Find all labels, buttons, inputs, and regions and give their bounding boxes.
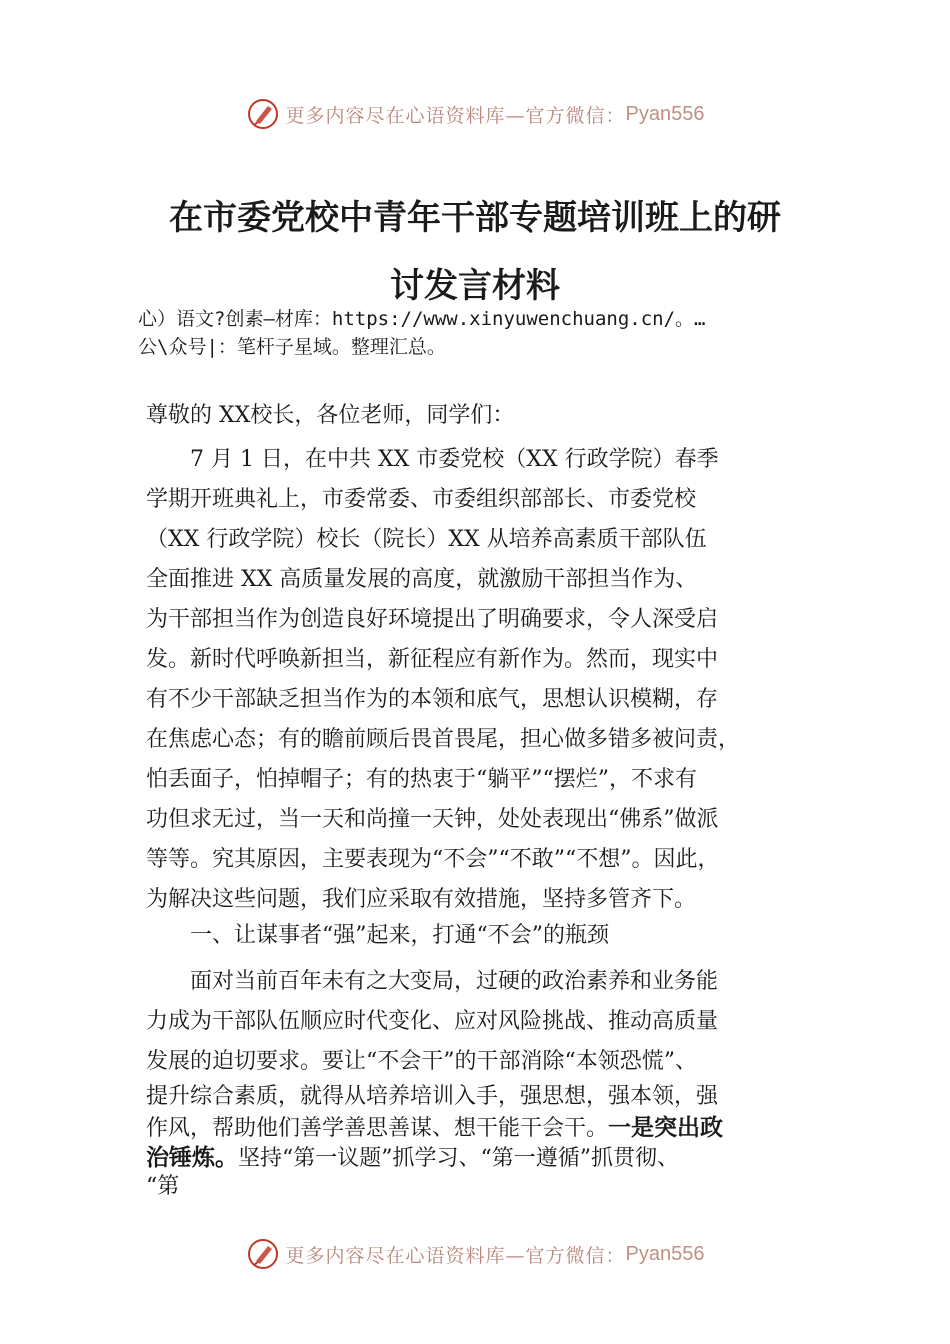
paragraph-line xyxy=(146,1142,806,1172)
section-heading-text: 一、让谋事者“强”起来，打通“不会”的瓶颈 xyxy=(190,923,609,948)
banner-text: 更多内容尽在心语资料库—官方微信： xyxy=(285,1244,626,1267)
paragraph-line: 等等。究其原因，主要表现为“不会”“不敢”“不想”。因此， xyxy=(146,847,720,872)
footer-watermark-banner xyxy=(0,1234,950,1274)
paragraph-line: “第 xyxy=(146,1174,180,1199)
emphasis-text: 治锤炼。 xyxy=(146,1144,238,1170)
paragraph-line: 在焦虑心态；有的瞻前顾后畏首畏尾，担心做多错多被问责， xyxy=(146,727,741,752)
paragraph-line: 全面推进 XX 高质量发展的高度，就激励干部担当作为、 xyxy=(146,567,698,592)
salutation-text: 尊敬的 XX校长，各位老师，同学们： xyxy=(146,403,515,428)
paragraph-line: 有不少干部缺乏担当作为的本领和底气，思想认识模糊，存 xyxy=(146,687,719,712)
paragraph-line: 怕丢面子，怕掉帽子；有的热衷于“躺平”“摆烂”，不求有 xyxy=(146,767,697,792)
paragraph-line: 提升综合素质，就得从培养培训入手，强思想，强本领，强 xyxy=(146,1084,719,1109)
header-watermark-banner xyxy=(0,94,950,134)
emphasis-text: 一是突出政 xyxy=(608,1114,724,1140)
paragraph-line: 面对当前百年未有之大变局，过硬的政治素养和业务能 xyxy=(190,969,719,994)
paragraph-1 xyxy=(146,440,806,920)
paragraph-line: 发展的迫切要求。要让“不会干”的干部消除“本领恐慌”、 xyxy=(146,1049,697,1074)
paragraph-2 xyxy=(146,962,806,1202)
paragraph-line: 为干部担当作为创造良好环境提出了明确要求，令人深受启 xyxy=(146,607,719,632)
paragraph-line: 7 月 1 日，在中共 XX 市委党校（XX 行政学院）春季 xyxy=(190,447,719,472)
paragraph-line: 力成为干部队伍顺应时代变化、应对风险挑战、推动高质量 xyxy=(146,1009,719,1034)
paragraph-line: （XX 行政学院）校长（院长）XX 从培养高素质干部队伍 xyxy=(146,527,707,552)
paragraph-line: 为解决这些问题，我们应采取有效措施，坚持多管齐下。 xyxy=(146,887,697,912)
section-heading-1 xyxy=(146,916,806,956)
pen-logo-icon xyxy=(246,97,280,131)
document-title-line-1: 在市委党校中青年干部专题培训班上的研 xyxy=(169,198,781,238)
paragraph-text: 坚持“第一议题”抓学习、“第一遵循”抓贯彻、 xyxy=(238,1146,679,1171)
source-note-line-1: 心）语文?创素—材库：https://www.xinyuwenchuang.cn/。… xyxy=(138,308,706,330)
paragraph-line: 学期开班典礼上，市委常委、市委组织部部长、市委党校 xyxy=(146,487,697,512)
paragraph-line: 功但求无过，当一天和尚撞一天钟，处处表现出“佛系”做派 xyxy=(146,807,719,832)
banner-wechat-id: Pyan556 xyxy=(625,1242,705,1265)
banner-text: 更多内容尽在心语资料库—官方微信： xyxy=(285,104,626,127)
salutation xyxy=(146,396,806,436)
banner-wechat-id: Pyan556 xyxy=(625,102,705,125)
source-note-line-2: 公\众号|：笔杆子星域。整理汇总。 xyxy=(138,336,446,358)
pen-logo-icon xyxy=(246,1237,280,1271)
paragraph-line xyxy=(146,1112,806,1142)
paragraph-line: 发。新时代呼唤新担当，新征程应有新作为。然而，现实中 xyxy=(146,647,719,672)
document-title-line-2: 讨发言材料 xyxy=(390,266,560,306)
paragraph-text: 作风，帮助他们善学善思善谋、想干能干会干。 xyxy=(146,1116,609,1141)
